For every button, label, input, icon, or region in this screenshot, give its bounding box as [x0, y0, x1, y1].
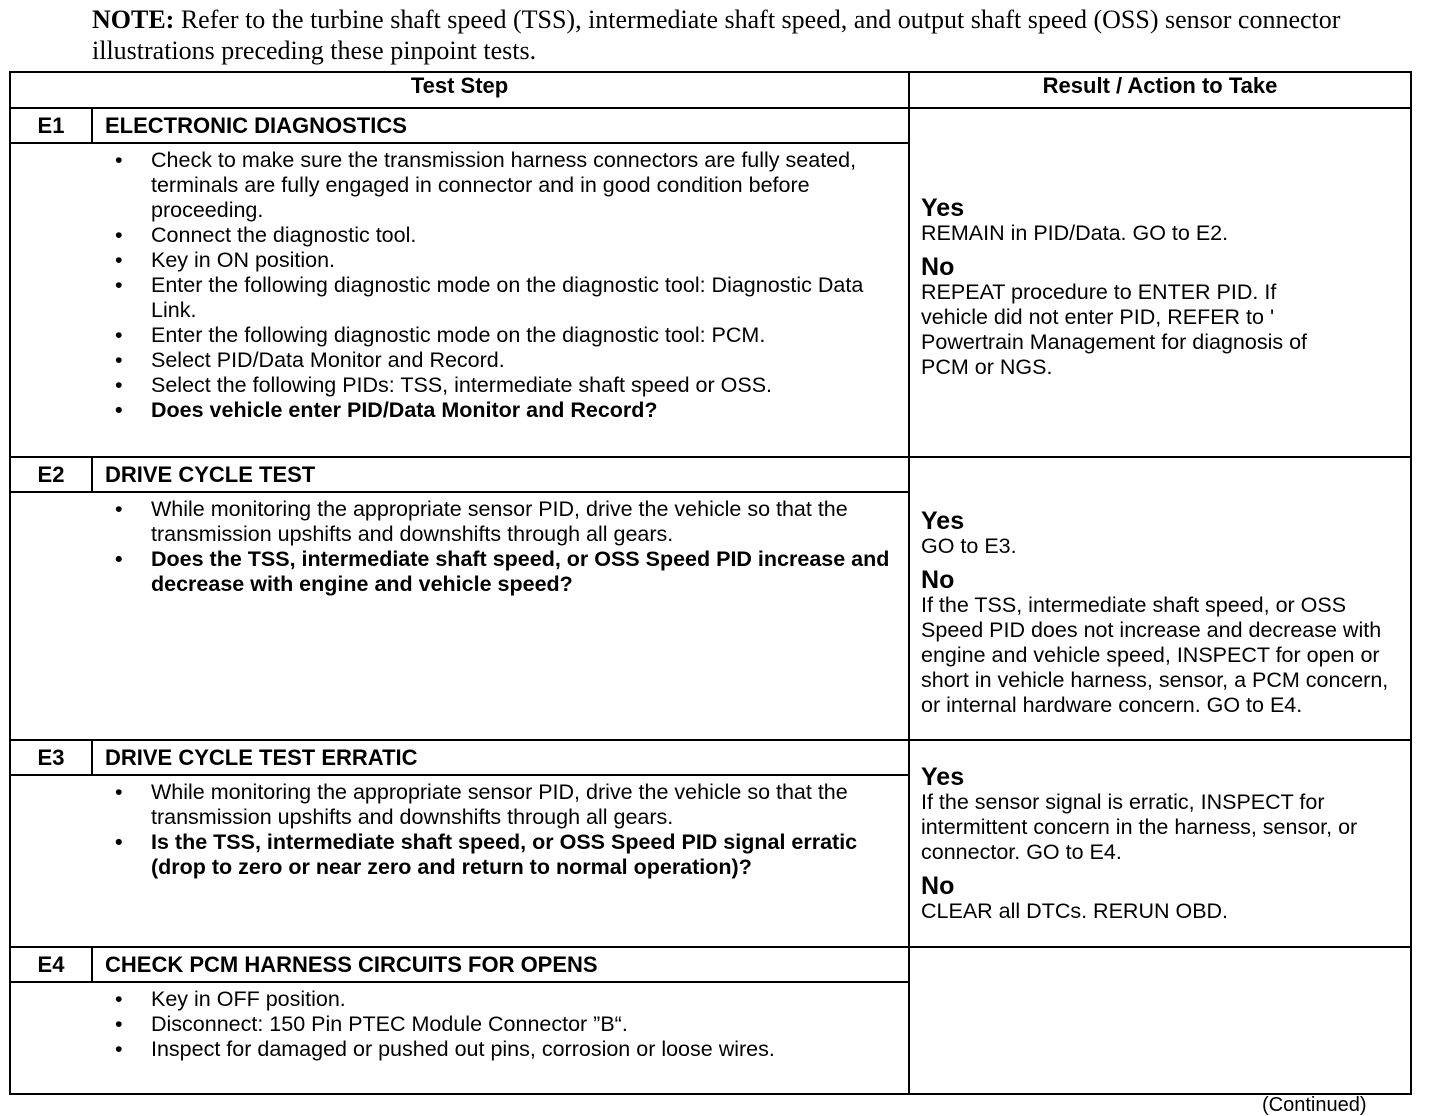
- step-e2-title-row: [10, 457, 1411, 492]
- step-e3-title-row: [10, 740, 1411, 775]
- step-e1-item: • Enter the following diagnostic mode on the diagnostic tool: Diagnostic Data Link.: [111, 273, 898, 323]
- step-e3-question: • Is the TSS, intermediate shaft speed, or OSS Speed PID signal erratic (drop to zero or near zero and return to normal operation)?: [111, 830, 898, 880]
- step-e3-item: • While monitoring the appropriate sensor PID, drive the vehicle so that the transmission upshifts and downshifts through all gears.: [111, 780, 898, 830]
- step-e1-item: • Check to make sure the transmission harness connectors are fully seated, terminals are fully engaged in connector and in good condition before proceeding.: [111, 148, 898, 223]
- header-test-step: Test Step: [10, 72, 909, 108]
- step-e2-no-label: No: [921, 565, 955, 594]
- step-e4-list: [111, 987, 898, 1062]
- continued-footer: (Continued): [1262, 1094, 1367, 1116]
- step-e1-id: E1: [10, 108, 92, 143]
- step-e1-yes-text: REMAIN in PID/Data. GO to E2.: [921, 221, 1229, 245]
- step-e2-question: • Does the TSS, intermediate shaft speed, or OSS Speed PID increase and decrease with engine and vehicle speed?: [111, 547, 898, 597]
- step-e2-title: DRIVE CYCLE TEST: [92, 457, 909, 492]
- note-paragraph: [92, 4, 1392, 66]
- step-e4-title: CHECK PCM HARNESS CIRCUITS FOR OPENS: [92, 947, 909, 982]
- step-e3-list: [111, 780, 898, 880]
- step-e2-id: E2: [10, 457, 92, 492]
- note-text: Refer to the turbine shaft speed (TSS), intermediate shaft speed, and output shaft speed (OSS) sensor connector illustrations preceding these pinpoint tests.: [92, 5, 1341, 65]
- step-e3-result: [909, 740, 1411, 947]
- step-e3-no-text: CLEAR all DTCs. RERUN OBD.: [921, 898, 1229, 923]
- step-e1-item: • Select PID/Data Monitor and Record.: [111, 348, 898, 373]
- step-e4-item: • Key in OFF position.: [111, 987, 898, 1012]
- step-e1-title-row: [10, 108, 1411, 143]
- step-e4-body: [10, 982, 909, 1094]
- step-e3-yes-label: Yes: [921, 762, 965, 791]
- step-e4-title-row: [10, 947, 1411, 982]
- step-e1-item: • Enter the following diagnostic mode on the diagnostic tool: PCM.: [111, 323, 898, 348]
- step-e2-no-text: If the TSS, intermediate shaft speed, or OSS Speed PID does not increase and decrease with engine and vehicle speed, INSPECT for open or short in vehicle harness, sensor, a PCM concern, or internal hardware concern. GO to E4.: [921, 592, 1389, 717]
- step-e4-item: • Inspect for damaged or pushed out pins, corrosion or loose wires.: [111, 1037, 898, 1062]
- step-e1-no-text: REPEAT procedure to ENTER PID. If vehicle did not enter PID, REFER to ' Powertrain Management for diagnosis of PCM or NGS.: [921, 280, 1308, 379]
- step-e1-item: • Key in ON position.: [111, 248, 898, 273]
- pinpoint-test-table: [9, 71, 1412, 1095]
- header-result-action: Result / Action to Take: [909, 72, 1411, 108]
- step-e3-id: E3: [10, 740, 92, 775]
- step-e4-id: E4: [10, 947, 92, 982]
- step-e3-yes-text: If the sensor signal is erratic, INSPECT for intermittent concern in the harness, sensor, or connector. GO to E4.: [921, 789, 1358, 864]
- step-e1-yes-label: Yes: [921, 194, 965, 222]
- step-e1-no-label: No: [921, 253, 955, 281]
- step-e1-title: ELECTRONIC DIAGNOSTICS: [92, 108, 909, 143]
- step-e2-body: [10, 492, 909, 740]
- step-e3-no-label: No: [921, 871, 955, 900]
- step-e4-result: [909, 947, 1411, 1094]
- step-e1-list: [111, 148, 898, 423]
- step-e2-result: [909, 457, 1411, 740]
- step-e1-question: • Does vehicle enter PID/Data Monitor and Record?: [111, 398, 898, 423]
- step-e3-body: [10, 775, 909, 947]
- step-e1-body: [10, 143, 909, 457]
- step-e2-yes-text: GO to E3.: [921, 533, 1017, 558]
- step-e2-list: [111, 497, 898, 597]
- step-e3-title: DRIVE CYCLE TEST ERRATIC: [92, 740, 909, 775]
- note-label: NOTE:: [92, 5, 175, 34]
- step-e1-result: [909, 108, 1411, 457]
- step-e1-item: • Select the following PIDs: TSS, intermediate shaft speed or OSS.: [111, 373, 898, 398]
- step-e4-item: • Disconnect: 150 Pin PTEC Module Connector ”B“.: [111, 1012, 898, 1037]
- step-e2-yes-label: Yes: [921, 506, 965, 535]
- step-e2-item: • While monitoring the appropriate sensor PID, drive the vehicle so that the transmission upshifts and downshifts through all gears.: [111, 497, 898, 547]
- step-e1-item: • Connect the diagnostic tool.: [111, 223, 898, 248]
- table-header-row: [10, 72, 1411, 108]
